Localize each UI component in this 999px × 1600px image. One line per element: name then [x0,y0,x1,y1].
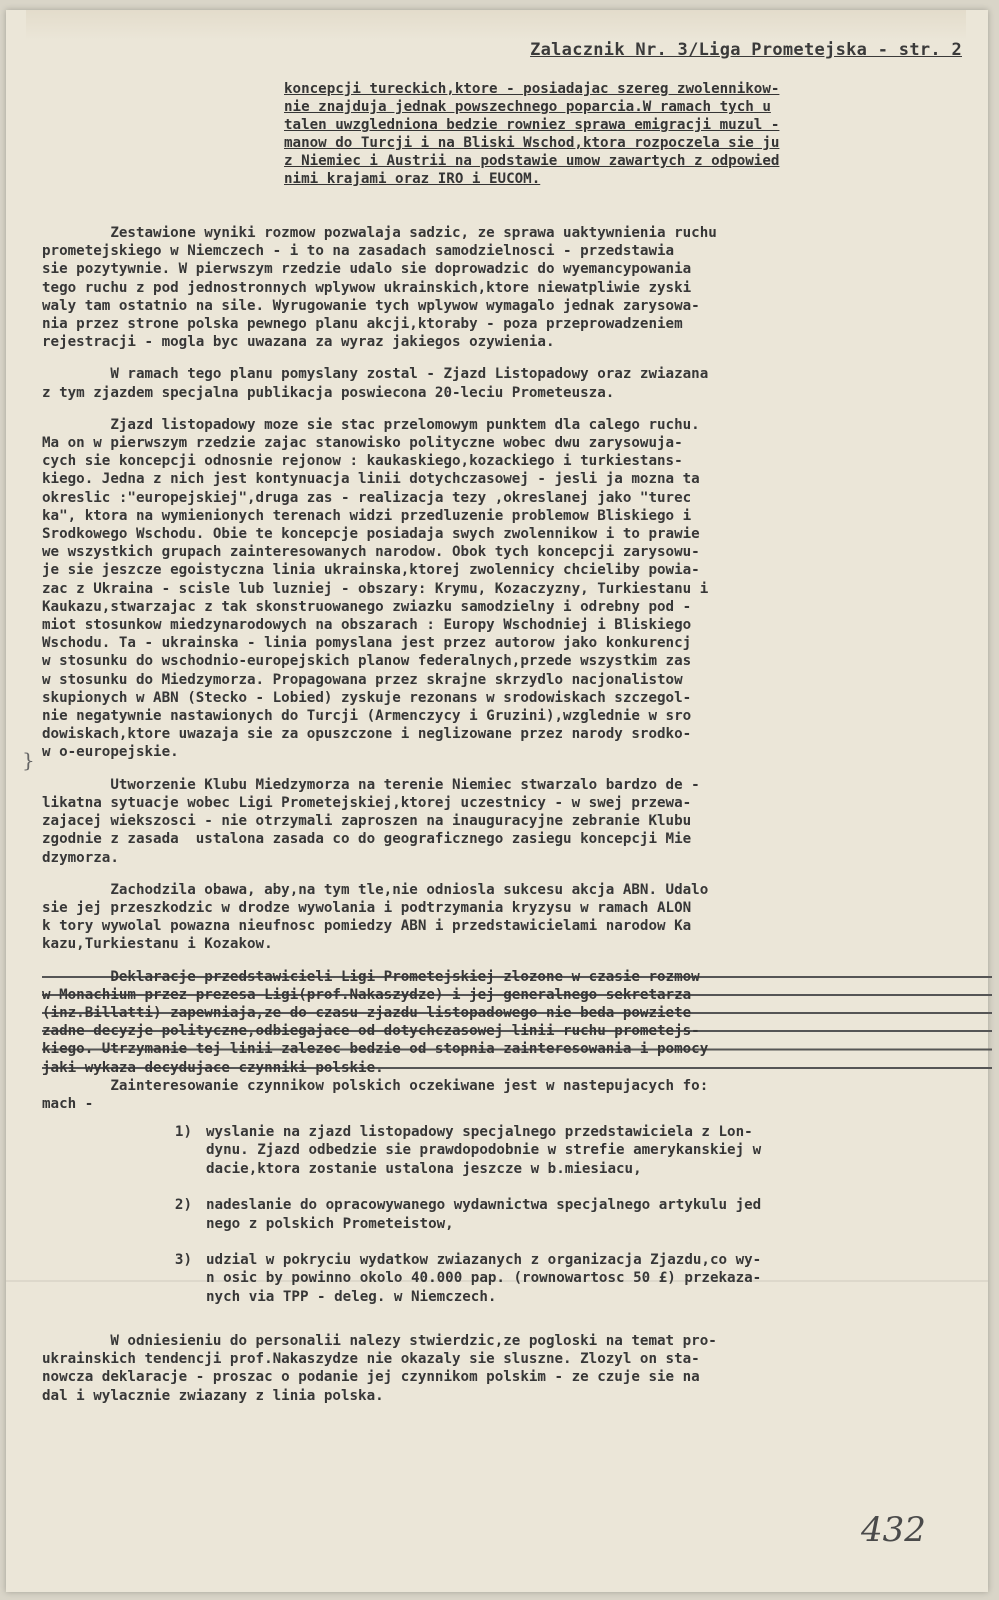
text-line: kiego. Jedna z nich jest kontynuacja linii dotychczasowej - jesli ja mozna ta [42,471,700,488]
text-line: zgodnie z zasada ustalona zasada co do geograficznego zasiegu koncepcji Mie [42,831,692,848]
text-line: dzymorza. [42,849,119,866]
text-line: ukrainskich tendencji prof.Nakaszydze nie okazaly sie sluszne. Zlozyl on sta- [42,1351,700,1368]
text-line: nych via TPP - deleg. w Niemczech. [206,1288,497,1305]
list-item-number: 3) [174,1252,192,1269]
text-line: Utworzenie Klubu Miedzymorza na terenie Niemiec stwarzalo bardzo de - [42,776,700,793]
text-line: dowiskach,ktore uwazaja sie za opuszczone i neglizowane przez narody srodko- [42,726,692,743]
text-line: dynu. Zjazd odbedzie sie prawdopodobnie w strefie amerykanskiej w [206,1142,762,1159]
intro-paragraph [284,80,970,188]
text-line: ka", ktora na wymienionych terenach widzi przedluzenie problemow Bliskiego i [42,507,692,524]
list-item-text [206,1251,972,1306]
list-item-text [206,1123,972,1178]
list-item [42,1123,972,1178]
list-item [42,1251,972,1306]
text-line: sie jej przeszkodzic w drodze wywolania i podtrzymania kryzysu w ramach ALON [42,899,692,916]
text-line: nego z polskich Prometeistow, [206,1215,454,1232]
text-line: wyslanie na zjazd listopadowy specjalnego przedstawiciela z Lon- [206,1124,753,1140]
text-line: nie negatywnie nastawionych do Turcji (Armenczycy i Gruzini),wzglednie w sro [42,708,692,725]
paragraph [42,365,992,401]
paragraph [42,881,992,954]
text-line: prometejskiego w Niemczech - i to na zasadach samodzielnosci - przedstawia [42,243,675,260]
text-line: w o-europejskie. [42,744,179,761]
text-line: W ramach tego planu pomyslany zostal - Zjazd Listopadowy oraz zwiazana [42,366,709,383]
text-line: dacie,ktora zostanie ustalona jeszcze w b.miesiacu, [206,1160,642,1177]
struck-line: kiego. Utrzymanie tej linii zalezec bedzie od stopnia zainteresowania i pomocy [42,1040,992,1058]
struck-line: jaki wykaza decydujace czynniki polskie. [42,1059,992,1077]
text-line: likatna sytuacje wobec Ligi Prometejskiej,ktorej uczestnicy - w swej przewa- [42,794,692,811]
text-line: nadeslanie do opracowywanego wydawnictwa specjalnego artykulu jed [206,1197,762,1214]
document-page [6,10,988,1592]
intro-line: nie znajduja jednak powszechnego poparcia.W ramach tych u [284,99,771,115]
handwritten-page-number: 432 [861,1510,926,1550]
page-top-edge [26,10,966,40]
text-line: zac z Ukraina - scisle lub luzniej - obszary: Krymu, Kozaczyzny, Turkiestanu i [42,580,709,597]
text-line: Kaukazu,stwarzajac z tak skonstruowanego zwiazku samodzielny i odrebny pod - [42,598,692,615]
text-line: we wszystkich grupach zainteresowanych narodow. Obok tych koncepcji zarysowu- [42,544,700,561]
text-line: Wschodu. Ta - ukrainska - linia pomyslana jest przez autorow jako konkurencj [42,635,692,652]
text-line: Srodkowego Wschodu. Obie te koncepcje posiadaja swych zwolennikow i to prawie [42,526,700,543]
text-line: okreslic :"europejskiej",druga zas - realizacja tezy ,okreslanej jako "turec [42,489,692,506]
text-line: rejestracji - mogla byc uwazana za wyraz jakiegos ozywienia. [42,334,555,351]
text-line: Zestawione wyniki rozmow pozwalaja sadzic, ze sprawa uaktywnienia ruchu [42,225,717,241]
text-line: kazu,Turkiestanu i Kozakow. [42,936,273,953]
text-line: nowcza deklaracje - proszac o podanie jej czynnikom polskim - ze czuje sie na [42,1369,700,1386]
intro-line: nimi krajami oraz IRO i EUCOM. [284,171,541,187]
text-line: nia przez strone polska pewnego planu akcji,ktoraby - poza przeprowadzeniem [42,316,683,333]
struck-line: zadne decyzje polityczne,odbiegajace od dotychczasowej linii ruchu prometejs- [42,1022,992,1040]
text-line: W odniesieniu do personalii nalezy stwierdzic,ze pogloski na temat pro- [42,1333,717,1349]
text-line: k tory wywolal powazna nieufnosc pomiedzy ABN i przedstawicielami narodow Ka [42,918,692,935]
text-line: tego ruchu z pod jednostronnych wplywow ukrainskich,ktore niewatpliwie zyski [42,279,692,296]
main-body [42,224,992,1113]
text-line: sie pozytywnie. W pierwszym rzedzie udalo sie doprowadzic do wyemancypowania [42,261,692,278]
struck-line: w Monachium przez prezesa Ligi(prof.Nakaszydze) i jej generalnego sekretarza [42,986,992,1004]
intro-line: talen uwzgledniona bedzie rowniez sprawa emigracji muzul - [284,117,780,133]
text-line: je sie jeszcze egoistyczna linia ukrainska,ktorej zwolennicy chcieliby powia- [42,562,700,579]
paragraph [42,224,992,351]
text-line: n osic by powinno okolo 40.000 pap. (rownowartosc 50 £) przekaza- [206,1270,762,1287]
text-line: waly tam ostatnio na sile. Wyrugowanie tych wplywow wymagalo jednak zarysowa- [42,297,700,314]
list-intro [42,1077,992,1113]
text-line: Zainteresowanie czynnikow polskich oczekiwane jest w nastepujacych fo: [42,1077,709,1094]
text-line: cych sie koncepcji odnosnie rejonow : kaukaskiego,kozackiego i turkiestans- [42,453,683,470]
margin-bracket-mark: } [22,748,35,772]
closing-paragraph [42,1332,988,1405]
text-line: zajacej wiekszosci - nie otrzymali zaproszen na inauguracyjne zebranie Klubu [42,813,692,830]
struck-through-paragraph [42,968,992,1077]
list-item [42,1196,972,1233]
paragraph [42,776,992,867]
text-line: Zachodzila obawa, aby,na tym tle,nie odniosla sukcesu akcja ABN. Udalo [42,881,709,898]
intro-line: koncepcji tureckich,ktore - posiadajac szereg zwolennikow- [284,81,780,97]
paragraph [42,416,992,762]
list-item-text [206,1196,972,1233]
list-item-number: 2) [174,1197,192,1214]
struck-line: (inz.Billatti) zapewniaja,ze do czasu zjazdu listopadowego nie beda powziete [42,1004,992,1022]
request-list [42,1123,972,1324]
text-line: z tym zjazdem specjalna publikacja poswiecona 20-leciu Prometeusza. [42,384,615,401]
text-line: Ma on w pierwszym rzedzie zajac stanowisko polityczne wobec dwu zarysowuja- [42,435,683,452]
attachment-header: Zalacznik Nr. 3/Liga Prometejska - str. 2 [530,40,962,60]
list-item-number: 1) [174,1124,192,1140]
text-line: miot stosunkow miedzynarodowych na obszarach : Europy Wschodniej i Bliskiego [42,617,692,634]
text-line: w stosunku do Miedzymorza. Propagowana przez skrajne skrzydlo nacjonalistow [42,671,683,688]
struck-line: Deklaracje przedstawicieli Ligi Prometejskiej zlozone w czasie rozmow [42,968,992,986]
text-line: w stosunku do wschodnio-europejskich planow federalnych,przede wszystkim zas [42,653,692,670]
text-line: udzial w pokryciu wydatkow zwiazanych z organizacja Zjazdu,co wy- [206,1252,762,1269]
text-line: skupionych w ABN (Stecko - Lobied) zyskuje rezonans w srodowiskach szczegol- [42,689,692,706]
text-line: dal i wylacznie zwiazany z linia polska. [42,1387,384,1404]
intro-line: z Niemiec i Austrii na podstawie umow zawartych z odpowied [284,153,780,169]
intro-line: manow do Turcji i na Bliski Wschod,ktora rozpoczela sie ju [284,135,780,151]
text-line: Zjazd listopadowy moze sie stac przelomowym punktem dla calego ruchu. [42,416,700,433]
text-line: mach - [42,1095,94,1112]
